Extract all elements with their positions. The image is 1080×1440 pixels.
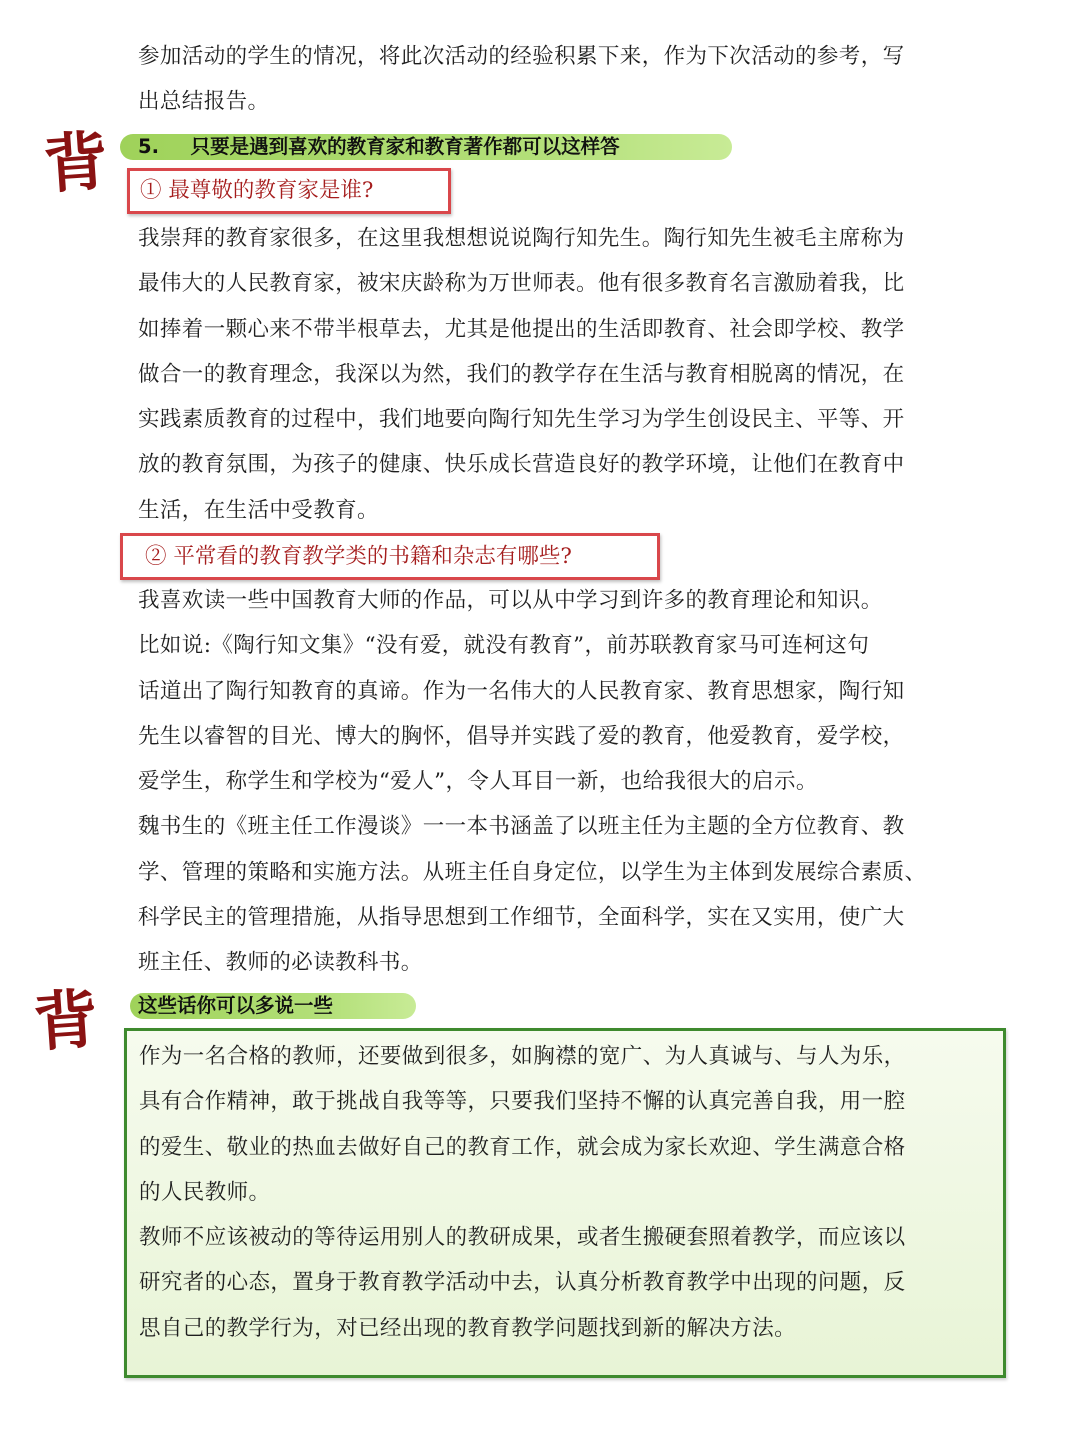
intro-paragraph: 参加活动的学生的情况，将此次活动的经验积累下来，作为下次活动的参考，写 出总结报告。 [138,44,905,115]
tips-paragraph: 作为一名合格的教师，还要做到很多，如胸襟的宽广、为人真诚与、与人为乐， 具有合作精神，敢于挑战自我等等，只要我们坚持不懈的认真完善自我，用一腔 的爱生、敬业的热血去做好自己的教育工作，就会成为家长欢迎、学生满意合格 的人民教师。 教师不应该被动的等待运用别人的教研成果，或者生搬硬套照着教学，而应该以 研究者的心态，置身于教育教学活动中去，认真分析教育教学中出现的问题，反 思自己的教学行为，对已经出现的教育教学问题找到新的解决方法。 [139,1044,906,1341]
memorize-mark: 背 [41,123,111,204]
section-number: 5. [138,135,159,158]
question-box-2 [120,533,660,580]
question-box-1 [127,168,451,214]
section-heading [120,134,732,160]
answer-paragraph-1: 我崇拜的教育家很多，在这里我想想说说陶行知先生。陶行知先生被毛主席称为 最伟大的人民教育家，被宋庆龄称为万世师表。他有很多教育名言激励着我，比 如捧着一颗心来不带半根草去，尤其是他提出的生活即教育、社会即学校、教学 做合一的教育理念，我深以为然，我们的教学存在生活与教育相脱离的情况，在 实践素质教育的过程中，我们地要向陶行知先生学习为学生创设民主、平等、开 放的教育氛围，为孩子的健康、快乐成长营造良好的教学环境，让他们在教育中 生活，在生活中受教育。 [138,226,905,523]
answer-paragraph-2: 我喜欢读一些中国教育大师的作品，可以从中学习到许多的教育理论和知识。 比如说:《陶行知文集》“没有爱，就没有教育”，前苏联教育家马可连柯这句 话道出了陶行知教育的真谛。作为一名伟大的人民教育家、教育思想家，陶行知 先生以睿智的目光、博大的胸怀，倡导并实践了爱的教育，他爱教育，爱学校， 爱学生，称学生和学校为“爱人”，令人耳目一新，也给我很大的启示。 魏书生的《班主任工作漫谈》一一本书涵盖了以班主任为主题的全方位教育、教 学、管理的策略和实施方法。从班主任自身定位，以学生为主体到发展综合素质、 科学民主的管理措施，从指导思想到工作细节，全面科学，实在又实用，使广大 班主任、教师的必读教科书。 [138,588,927,976]
section-heading-text: 只要是遇到喜欢的教育家和教育著作都可以这样答 [190,135,620,158]
extra-heading [130,993,416,1019]
memorize-mark-2: 背 [31,981,101,1062]
extra-heading-text: 这些话你可以多说一些 [138,994,334,1017]
question-label-2: ② 平常看的教育教学类的书籍和杂志有哪些? [145,544,572,569]
tips-box [124,1028,1006,1378]
question-label-1: ① 最尊敬的教育家是谁? [140,178,374,203]
